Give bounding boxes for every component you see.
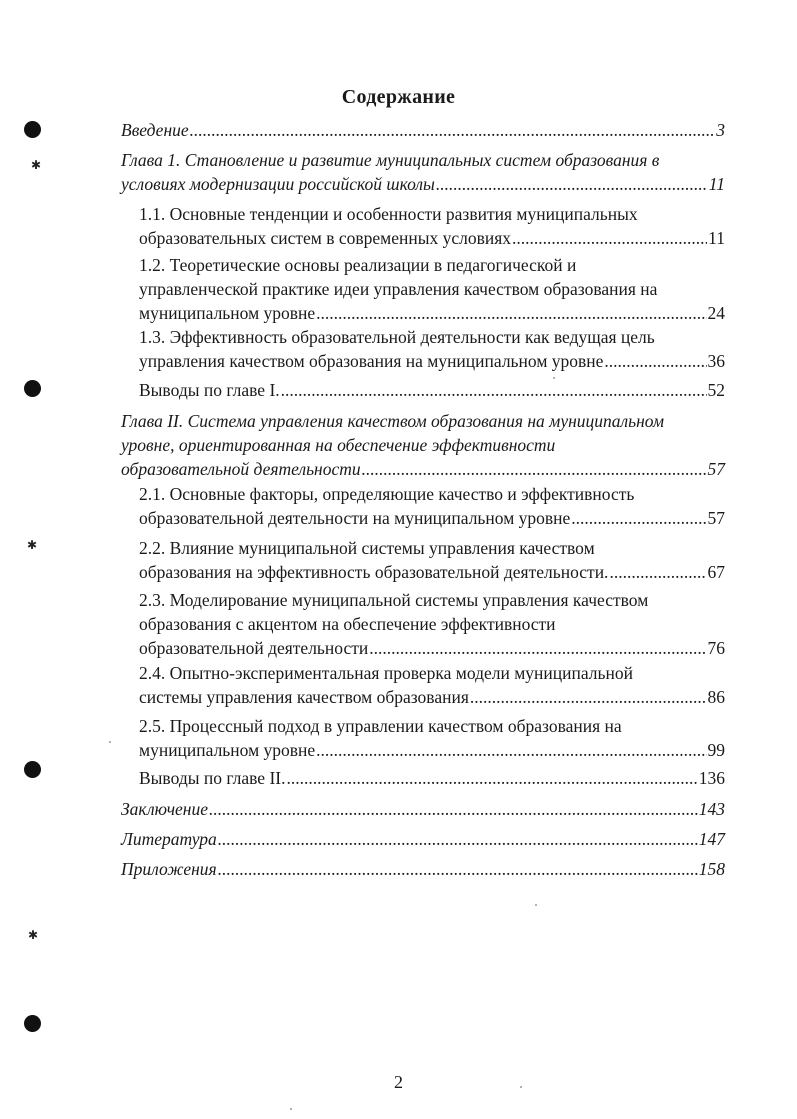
- dot-leader: [218, 827, 698, 851]
- toc-entry-text: муниципальном уровне: [139, 740, 316, 760]
- toc-entry-text: управленческой практике идеи управления качеством образования на: [139, 279, 658, 299]
- toc-entry-text: управления качеством образования на муниципальном уровне: [139, 351, 604, 371]
- toc-page-number: 24: [707, 303, 725, 323]
- toc-entry-text: образовательной деятельности: [139, 638, 369, 658]
- toc-page-number: 52: [707, 380, 725, 400]
- toc-entry-text: Выводы по главе II.: [139, 768, 286, 788]
- toc-entry-introduction[interactable]: [121, 118, 725, 142]
- toc-entry-text: Глава II. Система управления качеством образования на муниципальном: [121, 411, 665, 431]
- toc-entry-text: образовательных систем в современных условиях: [139, 228, 512, 248]
- toc-entry-appendices[interactable]: [121, 857, 725, 881]
- dot-leader: [362, 457, 707, 481]
- toc-entry-section-2-2[interactable]: [139, 536, 725, 584]
- toc-entry-section-1-2[interactable]: [139, 253, 725, 325]
- toc-entry-text: Приложения: [121, 859, 217, 879]
- toc-entry-text: образовательной деятельности на муниципальном уровне: [139, 508, 571, 528]
- toc-entry-conclusions-1[interactable]: [139, 378, 725, 402]
- toc-entry-section-2-5[interactable]: [139, 714, 725, 762]
- dot-leader: [316, 301, 706, 325]
- toc-entry-text: системы управления качеством образования: [139, 687, 469, 707]
- dot-leader: [604, 349, 706, 373]
- toc-entry-text: Литература: [121, 829, 217, 849]
- scan-speck: ✱: [28, 928, 39, 942]
- toc-page-number: 11: [708, 174, 725, 194]
- scan-speck: ✱: [31, 158, 42, 172]
- toc-page-number: 86: [707, 687, 725, 707]
- scan-speck: ✱: [27, 538, 38, 552]
- punch-hole: [24, 1015, 41, 1032]
- dot-leader: [571, 506, 706, 530]
- dot-leader: [436, 172, 708, 196]
- toc-entry-section-2-3[interactable]: [139, 588, 725, 660]
- toc-entry-section-2-4[interactable]: [139, 661, 725, 709]
- toc-entry-section-1-1[interactable]: [139, 202, 725, 250]
- toc-page-number: 143: [698, 799, 725, 819]
- toc-page-number: 36: [707, 351, 725, 371]
- dot-leader: [190, 118, 716, 142]
- scan-dot: [535, 904, 537, 906]
- toc-entry-text: Введение: [121, 120, 189, 140]
- dot-leader: [512, 226, 707, 250]
- dot-leader: [218, 857, 698, 881]
- toc-entry-text: муниципальном уровне: [139, 303, 316, 323]
- toc-entry-text: Выводы по главе I.: [139, 380, 280, 400]
- toc-entry-text: 2.1. Основные факторы, определяющие качество и эффективность: [139, 484, 635, 504]
- toc-entry-text: уровне, ориентированная на обеспечение эффективности: [121, 435, 556, 455]
- scan-dot: [290, 1108, 292, 1110]
- dot-leader: [209, 797, 698, 821]
- toc-entry-text: 1.3. Эффективность образовательной деятельности как ведущая цель: [139, 327, 655, 347]
- toc-page-number: 136: [698, 768, 725, 788]
- toc-entry-conclusions-2[interactable]: [139, 766, 725, 790]
- dot-leader: [609, 560, 706, 584]
- dot-leader: [470, 685, 707, 709]
- toc-entry-text: образования с акцентом на обеспечение эффективности: [139, 614, 556, 634]
- toc-entry-text: 2.5. Процессный подход в управлении качеством образования на: [139, 716, 622, 736]
- toc-page-number: 76: [707, 638, 725, 658]
- toc-entry-section-1-3[interactable]: [139, 325, 725, 373]
- toc-page-number: 11: [708, 228, 725, 248]
- toc-page-number: 67: [707, 562, 725, 582]
- toc-entry-text: условиях модернизации российской школы: [121, 174, 435, 194]
- toc-page-number: 147: [698, 829, 725, 849]
- scan-dot: [109, 741, 111, 743]
- toc-page-number: 57: [707, 508, 725, 528]
- punch-hole: [24, 761, 41, 778]
- page-number: 2: [394, 1072, 403, 1092]
- toc-page-number: 57: [707, 459, 725, 479]
- punch-hole: [24, 380, 41, 397]
- toc-entry-text: образования на эффективность образовательной деятельности.: [139, 562, 609, 582]
- toc-entry-section-2-1[interactable]: [139, 482, 725, 530]
- toc-entry-chapter-2[interactable]: [121, 409, 725, 481]
- punch-hole: [24, 121, 41, 138]
- toc-entry-text: 2.2. Влияние муниципальной системы управления качеством: [139, 538, 595, 558]
- toc-entry-conclusion[interactable]: [121, 797, 725, 821]
- toc-entry-text: 2.3. Моделирование муниципальной системы управления качеством: [139, 590, 649, 610]
- toc-page-number: 99: [707, 740, 725, 760]
- toc-entry-text: 1.2. Теоретические основы реализации в педагогической и: [139, 255, 577, 275]
- toc-entry-text: образовательной деятельности: [121, 459, 361, 479]
- toc-entry-text: 2.4. Опытно-экспериментальная проверка модели муниципальной: [139, 663, 633, 683]
- toc-entry-literature[interactable]: [121, 827, 725, 851]
- toc-entry-chapter-1[interactable]: [121, 148, 725, 196]
- dot-leader: [281, 378, 707, 402]
- toc-page-number: 3: [716, 120, 725, 140]
- scan-dot: [553, 377, 555, 379]
- toc-entry-text: Глава 1. Становление и развитие муниципальных систем образования в: [121, 150, 660, 170]
- toc-entry-text: Заключение: [121, 799, 209, 819]
- dot-leader: [316, 738, 706, 762]
- toc-entry-text: 1.1. Основные тенденции и особенности развития муниципальных: [139, 204, 638, 224]
- dot-leader: [369, 636, 706, 660]
- dot-leader: [286, 766, 697, 790]
- page-title: Содержание: [341, 86, 456, 108]
- toc-page-number: 158: [698, 859, 725, 879]
